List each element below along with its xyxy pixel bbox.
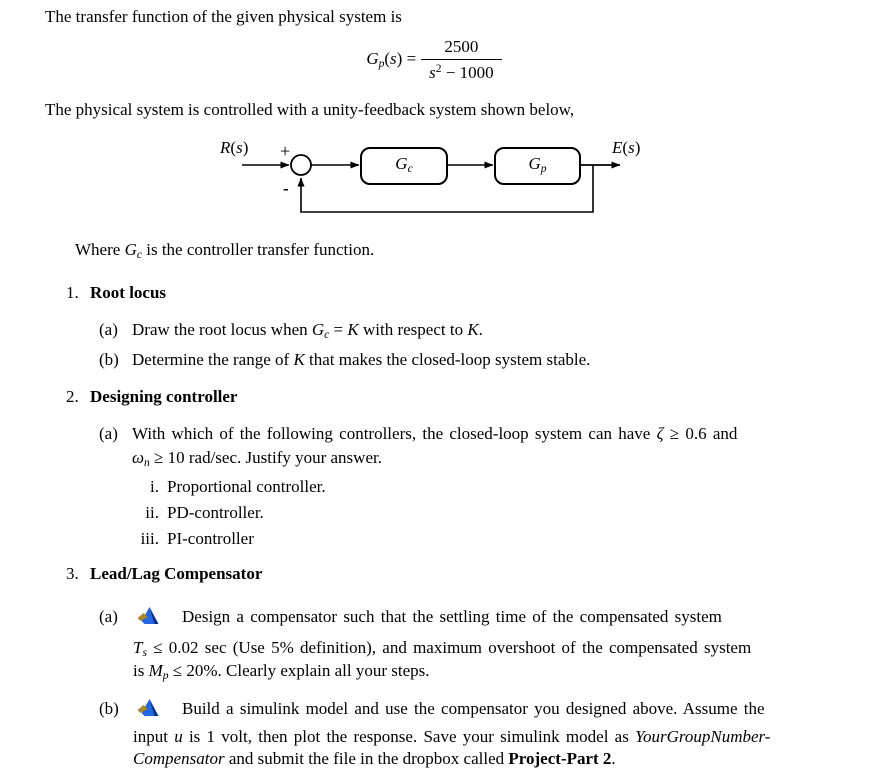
problem-1b-text: Determine the range of K that makes the closed-loop system stable. — [132, 350, 591, 369]
item-i-text: Proportional controller. — [167, 477, 326, 496]
item-ii-label: ii. — [145, 503, 159, 522]
problem-2a-line1 — [99, 423, 737, 445]
section-2-heading — [66, 386, 237, 408]
problem-3b-label: (b) — [99, 699, 119, 718]
section-2-title: Designing controller — [90, 387, 238, 406]
problem-3b-line1 — [99, 697, 765, 720]
summing-junction — [291, 155, 311, 175]
controller-block-label: Gc — [395, 154, 413, 176]
section-3-number: 3. — [66, 564, 79, 583]
problem-3a-line3: is Mp ≤ 20%. Clearly explain all your steps. — [133, 661, 430, 683]
problem-3a-line2: Ts ≤ 0.02 sec (Use 5% definition), and maximum overshoot of the compensated system — [133, 638, 752, 660]
problem-3a-label: (a) — [99, 607, 118, 626]
problem-2a-item-iii — [137, 528, 254, 550]
section-2-number: 2. — [66, 387, 79, 406]
section-3-heading — [66, 563, 262, 585]
problem-1b — [99, 349, 590, 371]
equation-fraction — [421, 37, 502, 83]
problem-2a-line2: ωn ≥ 10 rad/sec. Justify your answer. — [132, 448, 382, 470]
problem-2a-item-ii — [137, 502, 264, 524]
problem-3b-line2: input u is 1 volt, then plot the response. Save your simulink model as YourGroupNumber- — [133, 727, 771, 746]
controller-definition-line: Where Gc is the controller transfer function. — [75, 240, 375, 262]
block-diagram — [180, 131, 700, 231]
plus-sign: + — [280, 141, 291, 161]
input-signal-label: R(s) — [220, 138, 249, 157]
item-iii-text: PI-controller — [167, 529, 254, 548]
section-3-title: Lead/Lag Compensator — [90, 564, 263, 583]
intro-paragraph: The transfer function of the given physical system is — [45, 7, 402, 26]
item-ii-text: PD-controller. — [167, 503, 264, 522]
problem-3b-text-line1: Build a simulink model and use the compensator you designed above. Assume the — [182, 699, 765, 718]
plant-block-label: Gp — [528, 154, 547, 176]
problem-1a-label: (a) — [99, 320, 118, 339]
fraction-numerator: 2500 — [444, 37, 479, 56]
problem-1a — [99, 319, 483, 342]
problem-2a-label: (a) — [99, 424, 118, 443]
problem-2a-text-line1: With which of the following controllers, the closed-loop system can have ζ ≥ 0.6 and — [132, 424, 738, 443]
feedback-system-paragraph: The physical system is controlled with a unity-feedback system shown below, — [45, 100, 575, 119]
problem-3b-line3: Compensator and submit the file in the dropbox called Project-Part 2. — [133, 749, 616, 768]
fraction-denominator: $s^2 - 1000$ — [421, 59, 502, 83]
item-iii-label: iii. — [140, 529, 159, 548]
section-1-heading — [66, 282, 166, 304]
problem-3a-line1 — [99, 605, 722, 628]
minus-sign: - — [283, 179, 289, 198]
equation-lhs: Gp(s) = — [366, 49, 417, 71]
matlab-icon — [136, 697, 161, 719]
matlab-icon — [136, 605, 161, 627]
transfer-function-equation — [45, 37, 823, 83]
problem-2a-item-i — [137, 476, 326, 498]
output-signal-label: E(s) — [612, 138, 641, 157]
problem-1b-label: (b) — [99, 350, 119, 369]
section-1-title: Root locus — [90, 283, 167, 302]
item-i-label: i. — [150, 477, 159, 496]
problem-3a-text-line1: Design a compensator such that the settling time of the compensated system — [182, 607, 722, 626]
section-1-number: 1. — [66, 283, 79, 302]
problem-1a-text: Draw the root locus when Gc = K with respect to K. — [132, 320, 483, 342]
